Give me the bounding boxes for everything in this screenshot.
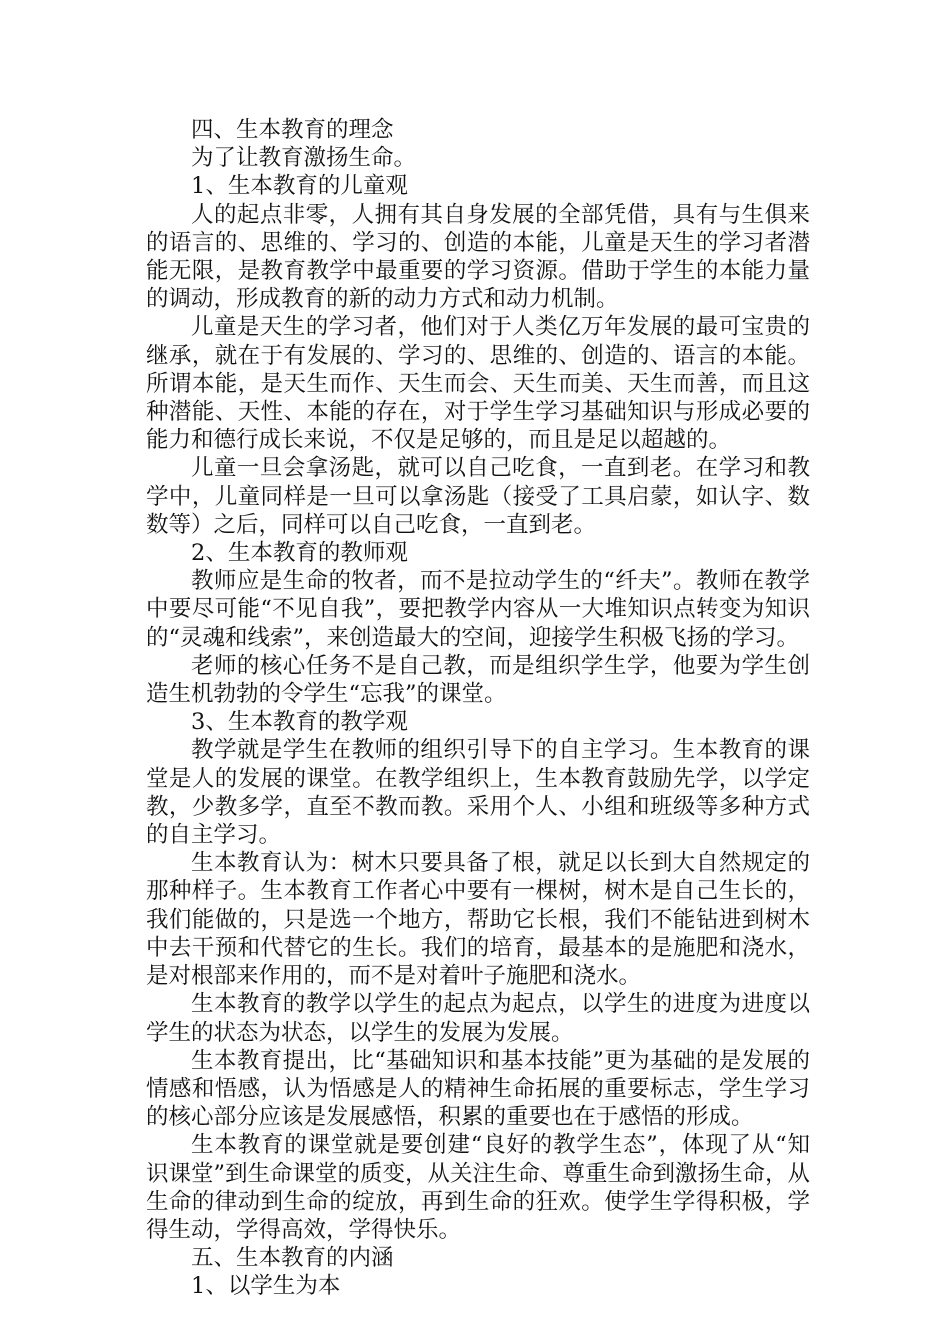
paragraph: 为了让教育激扬生命。 (191, 145, 417, 172)
subheading-teaching-view: 3、生本教育的教学观 (191, 709, 408, 736)
paragraph: 儿童是天生的学习者，他们对于人类亿万年发展的最可宝贵的继承，就在于有发展的、学习的、思维的、创造的、语言的本能。所谓本能，是天生而作、天生而会、天生而美、天生而善，而且这种潜能、天性、本能的存在，对于学生学习基础知识与形成必要的能力和德行成长来说，不仅是足够的，而且是足以超越的。 (146, 314, 810, 454)
paragraph: 儿童一旦会拿汤匙，就可以自己吃食，一直到老。在学习和教学中，儿童同样是一旦可以拿汤匙（接受了工具启蒙，如认字、数数等）之后，同样可以自己吃食，一直到老。 (146, 455, 810, 538)
paragraph: 生本教育的教学以学生的起点为起点，以学生的进度为进度以学生的状态为状态，以学生的发展为发展。 (146, 991, 810, 1046)
paragraph: 教师应是生命的牧者，而不是拉动学生的“纤夫”。教师在教学中要尽可能“不见自我”，要把教学内容从一大堆知识点转变为知识的“灵魂和线索”，来创造最大的空间，迎接学生积极飞扬的学习。 (146, 568, 810, 651)
subheading-student-centered: 1、以学生为本 (191, 1273, 341, 1300)
document-body (146, 116, 810, 1301)
subheading-teacher-view: 2、生本教育的教师观 (191, 540, 408, 567)
paragraph: 老师的核心任务不是自己教，而是组织学生学，他要为学生创造生机勃勃的令学生“忘我”的课堂。 (146, 652, 810, 708)
paragraph: 生本教育的课堂就是要创建“良好的教学生态”，体现了从“知识课堂”到生命课堂的质变，从关注生命、尊重生命到激扬生命，从生命的律动到生命的绽放，再到生命的狂欢。使学生学得积极，学得生动，学得高效，学得快乐。 (146, 1132, 811, 1243)
section-heading-ideas: 四、生本教育的理念 (191, 117, 394, 143)
subheading-child-view: 1、生本教育的儿童观 (191, 173, 408, 200)
paragraph: 人的起点非零，人拥有其自身发展的全部凭借，具有与生俱来的语言的、思维的、学习的、创造的本能，儿童是天生的学习者潜能无限，是教育教学中最重要的学习资源。借助于学生的本能力量的调动，形成教育的新的动力方式和动力机制。 (146, 201, 810, 313)
section-heading-connotation: 五、生本教育的内涵 (191, 1245, 394, 1272)
paragraph: 生本教育提出，比“基础知识和基本技能”更为基础的是发展的情感和悟感，认为悟感是人的精神生命拓展的重要标志，学生学习的核心部分应该是发展感悟，积累的重要也在于感悟的形成。 (146, 1047, 810, 1131)
paragraph: 教学就是学生在教师的组织引导下的自主学习。生本教育的课堂是人的发展的课堂。在教学组织上，生本教育鼓励先学，以学定教，少教多学，直至不教而教。采用个人、小组和班级等多种方式的自主学习。 (146, 737, 810, 849)
paragraph: 生本教育认为：树木只要具备了根，就足以长到大自然规定的那种样子。生本教育工作者心中要有一棵树，树木是自己生长的，我们能做的，只是选一个地方，帮助它长根，我们不能钻进到树木中去干预和代替它的生长。我们的培育，最基本的是施肥和浇水，是对根部来作用的，而不是对着叶子施肥和浇水。 (146, 850, 810, 990)
